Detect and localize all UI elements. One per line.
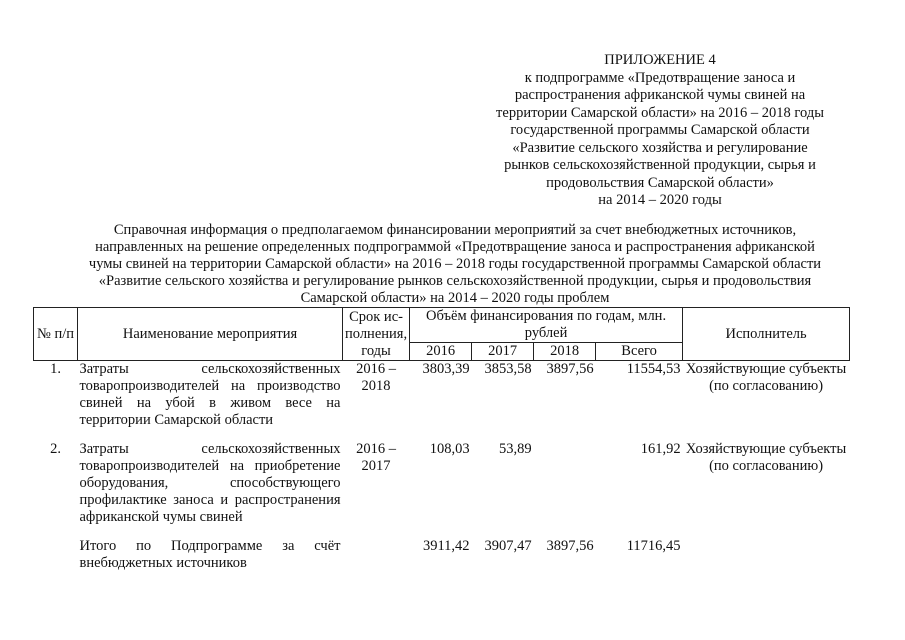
appendix-line: рынков сельскохозяйственной продукции, сырья и [504,157,816,173]
row-period: 2016 – 2017 [356,441,396,474]
header-2017: 2017 [472,343,534,361]
appendix-line: государственной программы Самарской области [510,122,810,138]
table-row [34,441,850,538]
row-name: Затраты сельскохозяйственных товаропроизводителей на производство свиней на убой в живом весе на территории Самарской области [79,361,341,428]
total-executor [683,538,850,572]
row-2018: 3897,56 [546,361,594,377]
total-num [34,538,78,572]
row-2018 [534,441,596,538]
appendix-line: распространения африканской чумы свиней на [514,87,806,103]
row-name: Затраты сельскохозяйственных товаропроизводителей на приобретение оборудования, способствующего профилактике заноса и распространения африканской чумы свиней [79,441,341,525]
title-line: направленных на решение определенных подпрограммой «Предотвращение заноса и распространения африканской [95,239,815,255]
row-total: 161,92 [640,441,681,457]
row-2017: 53,89 [498,441,532,457]
header-executor: Исполнитель [683,308,850,361]
row-period: 2016 – 2018 [356,361,396,394]
row-executor: Хозяйствующие субъекты (по согласованию) [685,441,847,474]
total-sum: 11716,45 [626,538,681,554]
total-2016: 3911,42 [422,538,470,554]
total-name: Итого по Подпрограмме за счёт внебюджетных источников [79,538,341,571]
total-2017: 3907,47 [484,538,532,554]
appendix-header [470,52,850,210]
row-executor: Хозяйствующие субъекты (по согласованию) [685,361,847,394]
row-2017: 3853,58 [484,361,532,377]
row-2016: 108,03 [429,441,470,457]
appendix-title: ПРИЛОЖЕНИЕ 4 [604,52,716,68]
table-header-row [34,308,850,343]
header-2018: 2018 [534,343,596,361]
row-2016: 3803,39 [422,361,470,377]
appendix-line: на 2014 – 2020 годы [598,192,722,208]
header-period: Срок ис-полнения, годы [343,308,410,361]
table-total-row [34,538,850,572]
row-total: 11554,53 [626,361,681,377]
header-num: № п/п [34,308,78,361]
title-line: Самарской области» на 2014 – 2020 годы проблем [300,290,610,306]
row-num: 2. [50,441,61,457]
appendix-line: продовольствия Самарской области» [546,174,774,191]
appendix-line: территории Самарской области» на 2016 – 2018 годы [496,104,824,121]
total-2018: 3897,56 [546,538,594,554]
header-2016: 2016 [410,343,472,361]
header-name: Наименование мероприятия [78,308,343,361]
header-total: Всего [596,343,683,361]
title-line: Справочная информация о предполагаемом финансировании мероприятий за счет внебюджетных источников, [113,222,797,238]
table-row [34,361,850,442]
header-funding: Объём финансирования по годам, млн. рублей [410,308,683,343]
appendix-line: к подпрограмме «Предотвращение заноса и [524,69,796,86]
total-period [343,538,410,572]
appendix-line: «Развитие сельского хозяйства и регулирование [512,139,808,156]
document-title [40,222,870,307]
funding-table [33,307,850,572]
title-line: «Развитие сельского хозяйства и регулирование рынков сельскохозяйственной продукции, сырья и продовольствия [98,273,812,289]
row-num: 1. [50,361,61,377]
title-line: чумы свиней на территории Самарской области» на 2016 – 2018 годы государственной программы Самарской области [88,256,822,272]
